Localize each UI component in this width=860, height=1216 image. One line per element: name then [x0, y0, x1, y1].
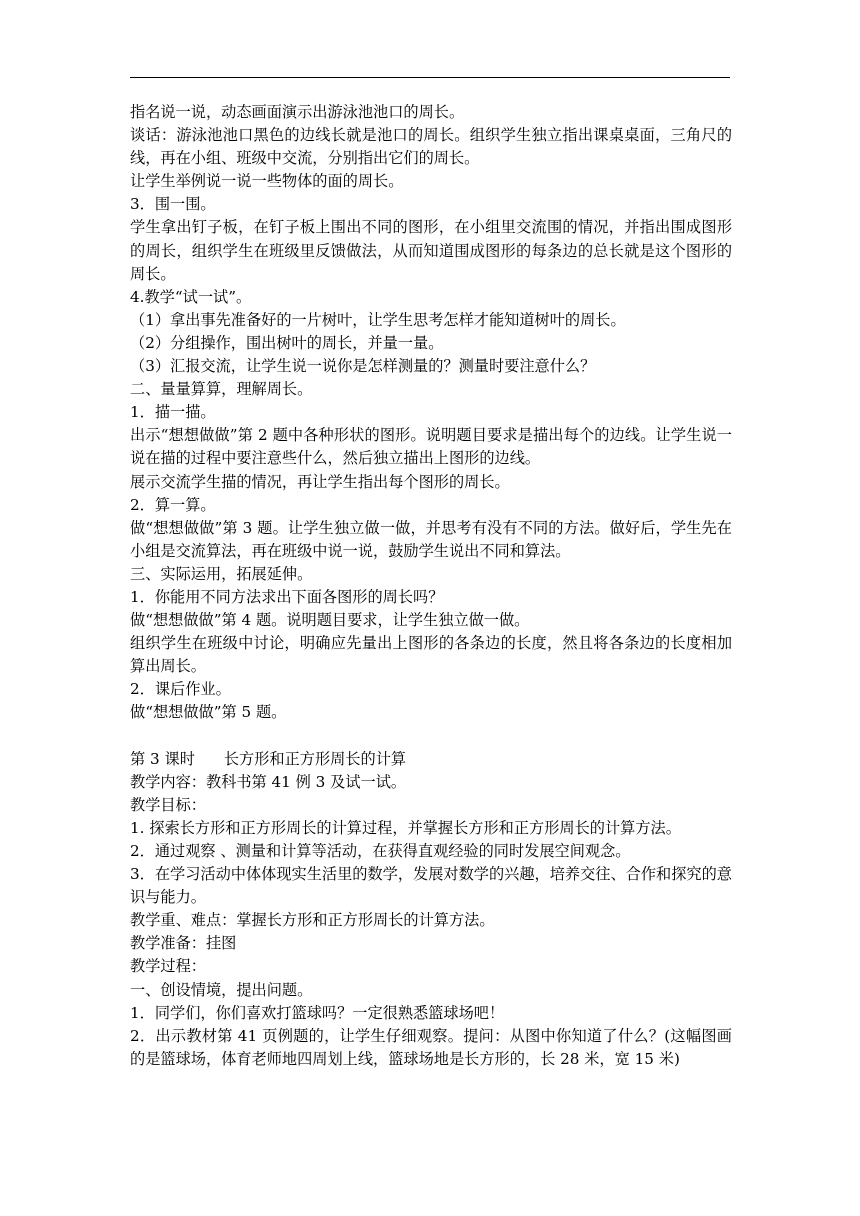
paragraph: （1）拿出事先准备好的一片树叶，让学生思考怎样才能知道树叶的周长。 [130, 310, 626, 329]
paragraph: 教学目标： [130, 795, 206, 814]
section-heading: 一、创设情境，提出问题。 [130, 980, 313, 999]
paragraph: 展示交流学生描的情况，再让学生指出每个图形的周长。 [130, 472, 510, 491]
blank-line [130, 725, 732, 748]
paragraph: 4.教学“试一试”。 [130, 287, 252, 306]
paragraph: 1．你能用不同方法求出下面各图形的周长吗？ [130, 587, 444, 606]
lesson-title: 第 3 课时 长方形和正方形周长的计算 [130, 749, 407, 768]
paragraph: 1．同学们，你们喜欢打篮球吗？一定很熟悉篮球场吧！ [130, 1003, 505, 1022]
header-rule [130, 77, 730, 78]
paragraph: 学生拿出钉子板，在钉子板上围出不同的图形，在小组里交流围的情况，并指出围成图形的周长，组织学生在班级里反馈做法，从而知道围成图形的每条边的总长就是这个图形的周长。 [130, 218, 732, 283]
paragraph: 教学内容：教科书第 41 例 3 及试一试。 [130, 772, 407, 791]
paragraph: 做“想想做做”第 3 题。让学生独立做一做，并思考有没有不同的方法。做好后，学生先在小组是交流算法，再在班级中说一说，鼓励学生说出不同和算法。 [130, 518, 732, 560]
paragraph: （2）分组操作，围出树叶的周长，并量一量。 [130, 333, 444, 352]
section-heading: 三、实际运用，拓展延伸。 [130, 564, 313, 583]
paragraph: 2．通过观察 、测量和计算等活动，在获得直观经验的同时发展空间观念。 [130, 842, 631, 860]
paragraph: 2．出示教材第 41 页例题的，让学生仔细观察。提问：从图中你知道了什么？(这幅图画的是篮球场，体育老师地四周划上线，篮球场地是长方形的，长 28 米，宽 15 米) [130, 1026, 732, 1068]
paragraph: 教学重、难点：掌握长方形和正方形周长的计算方法。 [130, 911, 495, 930]
section-heading: 二、量量算算，理解周长。 [130, 380, 313, 399]
paragraph: 组织学生在班级中讨论，明确应先量出上图形的各条边的长度，然且将各条边的长度相加算出周长。 [130, 634, 732, 676]
paragraph: 教学准备：挂图 [130, 934, 237, 953]
document-body [130, 101, 732, 1071]
paragraph: 2．算一算。 [130, 495, 216, 514]
paragraph: 指名说一说，动态画面演示出游泳池池口的周长。 [130, 103, 465, 121]
paragraph: 出示“想想做做”第 2 题中各种形状的图形。说明题目要求是描出每个的边线。让学生说一说在描的过程中要注意些什么，然后独立描出上图形的边线。 [130, 426, 732, 468]
paragraph: 教学过程： [130, 957, 206, 976]
paragraph: （3）汇报交流，让学生说一说你是怎样测量的？测量时要注意什么？ [130, 357, 596, 376]
paragraph: 3．围一围。 [130, 195, 216, 214]
paragraph: 做“想想做做”第 4 题。说明题目要求，让学生独立做一做。 [130, 611, 530, 630]
paragraph: 1．描一描。 [130, 403, 216, 422]
paragraph: 谈话：游泳池池口黑色的边线长就是池口的周长。组织学生独立指出课桌桌面，三角尺的线，再在小组、班级中交流，分别指出它们的周长。 [130, 126, 732, 168]
paragraph: 1. 探索长方形和正方形周长的计算过程，并掌握长方形和正方形周长的计算方法。 [130, 818, 681, 837]
paragraph: 3．在学习活动中体体现实生活里的数学，发展对数学的兴趣，培养交往、合作和探究的意识与能力。 [130, 865, 732, 907]
paragraph: 做“想想做做”第 5 题。 [130, 703, 287, 722]
paragraph: 让学生举例说一说一些物体的面的周长。 [130, 172, 404, 191]
paragraph: 2．课后作业。 [130, 680, 231, 699]
